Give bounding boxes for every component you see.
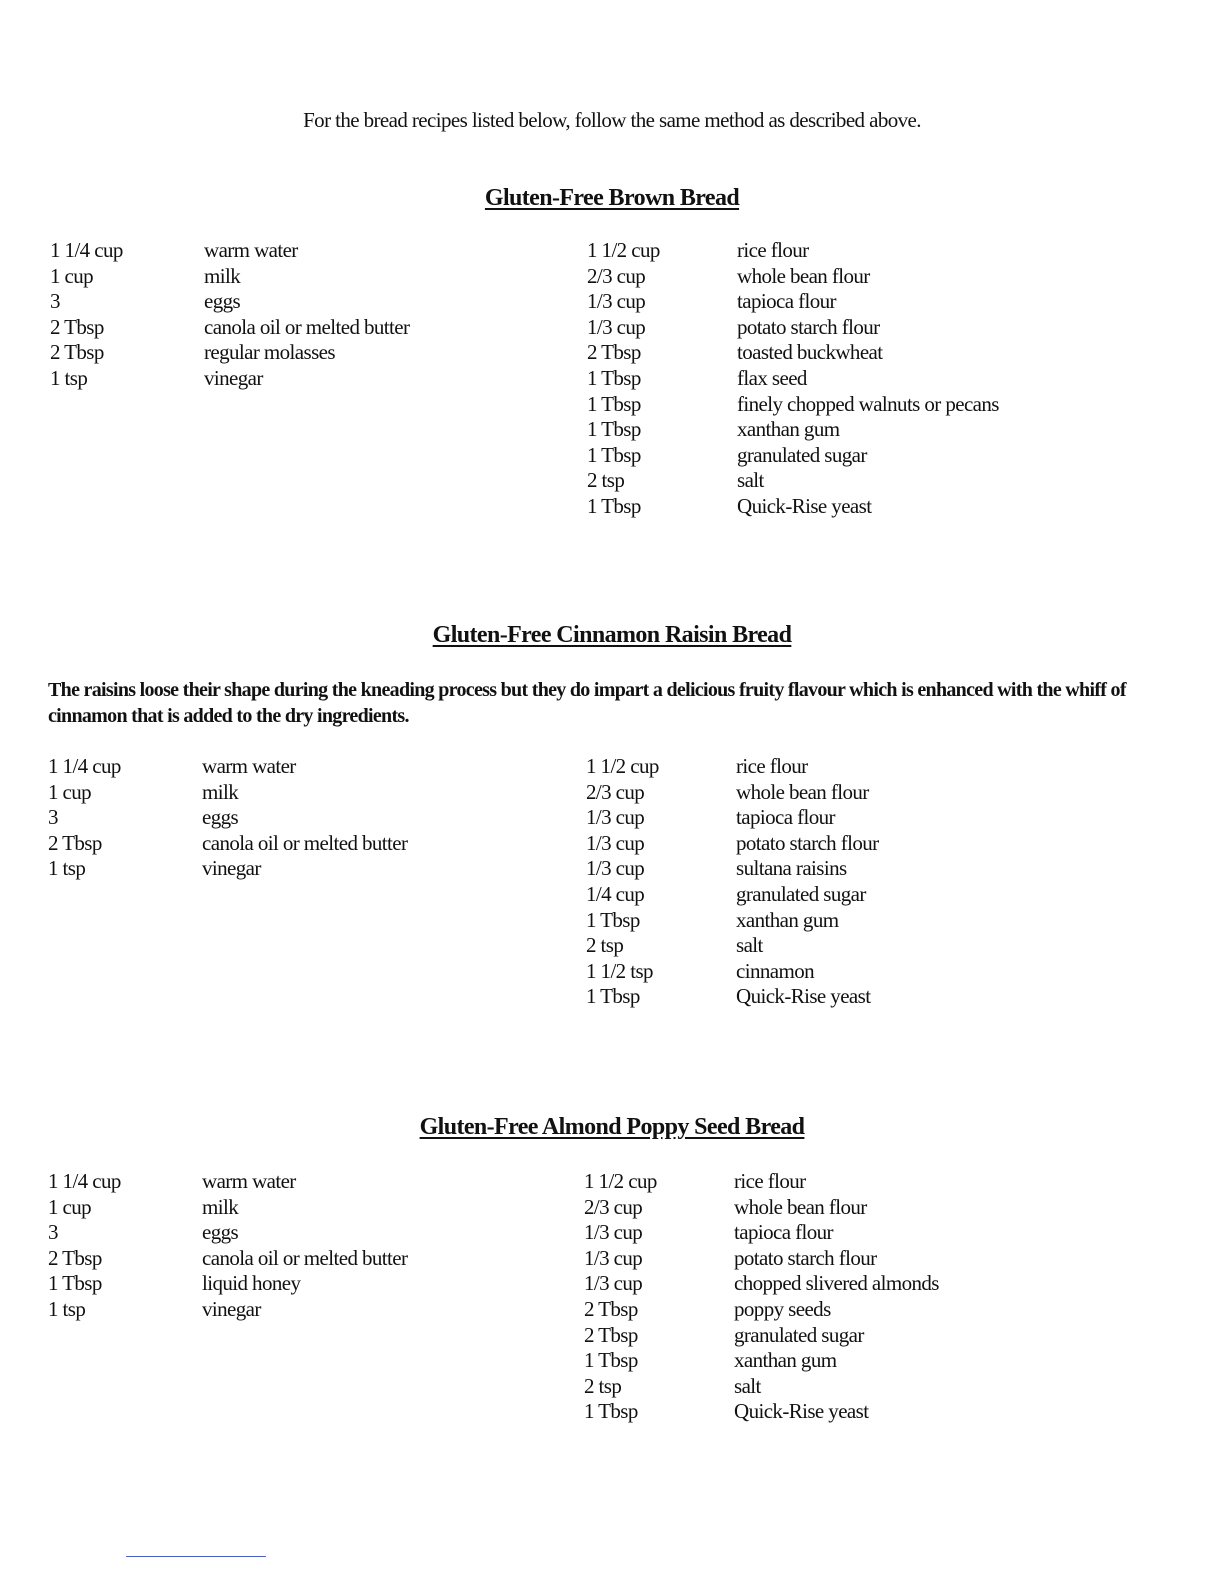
ingredient-quantity: 2 Tbsp [584, 1322, 638, 1347]
ingredient-quantity: 1 Tbsp [587, 417, 641, 442]
ingredient-name: flax seed [737, 365, 807, 390]
ingredient-quantity: 1/4 cup [586, 881, 645, 906]
ingredient-name: xanthan gum [737, 417, 840, 442]
ingredient-quantity: 1/3 cup [584, 1271, 643, 1296]
ingredient-quantity: 2/3 cup [587, 263, 646, 288]
ingredient-quantity: 1/3 cup [586, 805, 645, 830]
ingredient-name: Quick-Rise yeast [736, 984, 871, 1009]
ingredient-quantity: 1 1/4 cup [48, 1169, 121, 1193]
ingredient-name: Quick-Rise yeast [734, 1399, 869, 1424]
ingredient-quantity: 1/3 cup [587, 314, 646, 339]
ingredient-quantity: 1 cup [50, 263, 94, 288]
ingredient-name: eggs [202, 1220, 239, 1245]
ingredient-quantity: 1 Tbsp [587, 442, 641, 467]
recipe-title-almond-poppy-seed-bread: Gluten-Free Almond Poppy Seed Bread [419, 1114, 805, 1140]
ingredient-name: vinegar [204, 365, 263, 390]
ingredient-quantity: 1 Tbsp [584, 1399, 638, 1424]
ingredient-name: toasted buckwheat [737, 340, 883, 365]
ingredient-name: rice flour [736, 754, 808, 778]
ingredient-name: vinegar [202, 856, 261, 881]
ingredient-name: salt [737, 468, 764, 493]
footnote-separator [126, 1556, 266, 1557]
ingredient-name: chopped slivered almonds [734, 1271, 939, 1296]
ingredient-quantity: 1/3 cup [584, 1245, 643, 1270]
ingredient-name: granulated sugar [737, 442, 867, 467]
ingredient-name: canola oil or melted butter [204, 314, 410, 339]
ingredient-name: potato starch flour [736, 830, 879, 855]
ingredient-name: tapioca flour [736, 805, 835, 830]
ingredient-quantity: 1/3 cup [587, 289, 646, 314]
ingredient-name: tapioca flour [737, 289, 836, 314]
ingredient-quantity: 2 tsp [587, 468, 625, 493]
ingredient-name: sultana raisins [736, 856, 847, 881]
ingredient-quantity: 1 cup [48, 779, 92, 804]
ingredient-name: whole bean flour [737, 263, 870, 288]
ingredient-name: rice flour [734, 1169, 806, 1193]
ingredient-quantity: 2 Tbsp [48, 1245, 102, 1270]
ingredient-quantity: 2 tsp [584, 1373, 622, 1398]
ingredient-quantity: 1/3 cup [586, 830, 645, 855]
ingredient-quantity: 1 1/2 tsp [586, 958, 653, 983]
ingredient-quantity: 1 1/4 cup [48, 754, 121, 778]
ingredient-quantity: 2/3 cup [586, 779, 645, 804]
ingredient-name: poppy seeds [734, 1296, 831, 1321]
ingredient-quantity: 1/3 cup [584, 1220, 643, 1245]
ingredient-quantity: 3 [50, 289, 60, 314]
ingredient-quantity: 1 cup [48, 1194, 92, 1219]
ingredient-quantity: 1/3 cup [586, 856, 645, 881]
ingredient-name: salt [736, 933, 763, 958]
ingredient-name: warm water [202, 754, 296, 778]
ingredient-quantity: 2 Tbsp [48, 830, 102, 855]
ingredient-quantity: 2/3 cup [584, 1194, 643, 1219]
ingredient-quantity: 3 [48, 1220, 58, 1245]
intro-text: For the bread recipes listed below, follow the same method as described above. [303, 108, 921, 132]
recipe-title-brown-bread: Gluten-Free Brown Bread [484, 185, 740, 211]
ingredient-name: milk [202, 779, 239, 804]
ingredient-quantity: 1 Tbsp [584, 1348, 638, 1373]
ingredient-name: milk [202, 1194, 239, 1219]
ingredient-name: potato starch flour [737, 314, 880, 339]
ingredient-name: xanthan gum [736, 907, 839, 932]
ingredient-name: vinegar [202, 1296, 261, 1321]
ingredient-name: warm water [204, 238, 298, 262]
ingredient-quantity: 2 tsp [586, 933, 624, 958]
ingredient-quantity: 1 tsp [50, 365, 88, 390]
ingredient-quantity: 1 1/2 cup [584, 1169, 657, 1193]
ingredient-name: regular molasses [204, 340, 335, 365]
ingredient-quantity: 1 1/2 cup [586, 754, 659, 778]
ingredient-quantity: 1 Tbsp [587, 493, 641, 518]
ingredient-name: whole bean flour [736, 779, 869, 804]
recipe-title-cinnamon-raisin-bread: Gluten-Free Cinnamon Raisin Bread [432, 622, 792, 648]
ingredient-name: eggs [202, 805, 239, 830]
ingredient-quantity: 1 Tbsp [586, 907, 640, 932]
ingredient-name: canola oil or melted butter [202, 830, 408, 855]
ingredient-name: granulated sugar [734, 1322, 864, 1347]
ingredient-quantity: 1 tsp [48, 856, 86, 881]
ingredient-name: canola oil or melted butter [202, 1245, 408, 1270]
ingredient-name: liquid honey [202, 1271, 301, 1296]
ingredient-name: milk [204, 263, 241, 288]
ingredient-quantity: 2 Tbsp [50, 314, 104, 339]
ingredient-quantity: 1 Tbsp [586, 984, 640, 1009]
ingredient-quantity: 1 Tbsp [48, 1271, 102, 1296]
ingredient-name: cinnamon [736, 958, 815, 983]
ingredient-quantity: 2 Tbsp [584, 1296, 638, 1321]
ingredient-name: rice flour [737, 238, 809, 262]
ingredient-quantity: 1 Tbsp [587, 365, 641, 390]
ingredient-quantity: 2 Tbsp [50, 340, 104, 365]
ingredient-name: Quick-Rise yeast [737, 493, 872, 518]
ingredient-name: granulated sugar [736, 881, 866, 906]
ingredient-quantity: 1 tsp [48, 1296, 86, 1321]
ingredient-name: xanthan gum [734, 1348, 837, 1373]
ingredient-name: potato starch flour [734, 1245, 877, 1270]
ingredient-quantity: 2 Tbsp [587, 340, 641, 365]
recipe-note-cinnamon-raisin: The raisins loose their shape during the kneading process but they do impart a delicious fruity flavour which is enhanced with the whiff of cinnamon that is added to the dry ingredients. [48, 679, 1126, 727]
ingredient-quantity: 1 1/4 cup [50, 238, 123, 262]
ingredient-name: whole bean flour [734, 1194, 867, 1219]
ingredient-name: warm water [202, 1169, 296, 1193]
ingredient-quantity: 1 1/2 cup [587, 238, 660, 262]
ingredient-name: salt [734, 1373, 761, 1398]
ingredient-quantity: 1 Tbsp [587, 391, 641, 416]
ingredient-quantity: 3 [48, 805, 58, 830]
ingredient-name: tapioca flour [734, 1220, 833, 1245]
ingredient-name: eggs [204, 289, 241, 314]
ingredient-name: finely chopped walnuts or pecans [737, 391, 999, 416]
